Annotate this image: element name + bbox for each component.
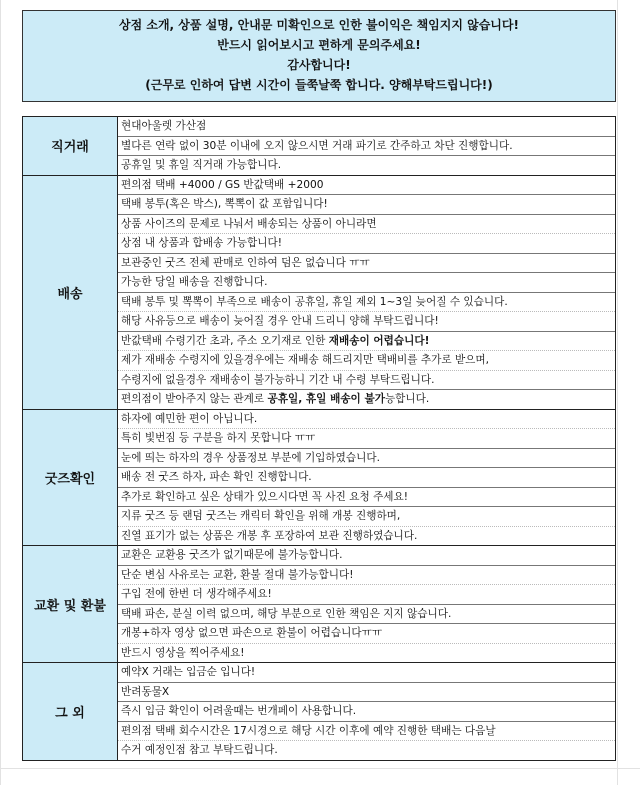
table-row: 보관중인 굿즈 전체 판매로 인하여 덤은 없습니다 ㅠㅠ [118, 253, 615, 273]
row-text: 능합니다. [384, 393, 430, 405]
section-shipping [23, 175, 615, 409]
notice-line-4: (근무로 인하여 답변 시간이 들쭉날쭉 합니다. 양해부탁드립니다!) [145, 78, 493, 92]
notice-line-1: 상점 소개, 상품 설명, 안내문 미확인으로 인한 불이익은 책임지지 않습니다! [119, 18, 519, 32]
notice-banner [22, 10, 616, 102]
table-row: 교환은 교환용 굿즈가 없기때문에 불가능합니다. [121, 549, 343, 561]
table-row: 수거 예정인점 참고 부탁드립니다. [118, 740, 615, 760]
table-row: 눈에 띄는 하자의 경우 상품정보 부분에 기입하였습니다. [118, 448, 615, 468]
table-row: 구입 전에 한번 더 생각해주세요! [118, 584, 615, 604]
section-label: 그 외 [23, 663, 118, 760]
table-row: 단순 변심 사유로는 교환, 환불 절대 불가능합니다! [118, 565, 615, 585]
section-goods-check [23, 409, 615, 546]
section-etc [23, 662, 615, 760]
section-label: 굿즈확인 [23, 410, 118, 546]
section-label: 배송 [23, 176, 118, 409]
row-text-bold: 재배송이 어렵습니다! [328, 334, 430, 347]
table-row: 하자에 예민한 편이 아닙니다. [121, 412, 258, 425]
notice-line-2: 반드시 읽어보시고 편하게 문의주세요! [217, 38, 421, 52]
table-row: 택배 봉투 및 뽁뽁이 부족으로 배송이 공휴일, 휴일 제외 1~3일 늦어질 수 있습니다. [118, 292, 615, 312]
table-row: 개봉+하자 영상 없으면 파손으로 환불이 어렵습니다ㅠㅠ [118, 623, 615, 643]
table-row: 제가 재배송 수령지에 있을경우에는 재배송 해드리지만 택배비를 추가로 받으며, [118, 350, 615, 370]
grid-line [0, 768, 640, 769]
table-row [118, 331, 615, 351]
info-sheet [22, 10, 616, 761]
table-row: 진열 표기가 없는 상품은 개봉 후 포장하여 보관 진행하였습니다. [118, 526, 615, 546]
table-row: 해당 사유등으로 배송이 늦어질 경우 안내 드리니 양해 부탁드립니다! [118, 311, 615, 331]
table-row: 택배 봉투(혹은 박스), 뽁뽁이 값 포함입니다! [118, 194, 615, 214]
row-text-bold: 공휴일, 휴일 배송이 불가 [267, 393, 385, 405]
policy-table [22, 116, 616, 761]
table-row: 추가로 확인하고 싶은 상태가 있으시다면 꼭 사진 요청 주세요! [118, 487, 615, 507]
table-row: 예약X 거래는 입금순 입니다! [121, 666, 256, 678]
row-text: 편의점이 받아주지 않는 관계로 [121, 393, 268, 405]
table-row [118, 389, 615, 409]
grid-line [0, 0, 1, 785]
row-text: 반값택배 수령기간 초과, 주소 오기재로 인한 [121, 334, 329, 347]
table-row: 현대아울렛 가산점 [121, 120, 207, 132]
table-row: 상점 내 상품과 합배송 가능합니다! [118, 233, 615, 253]
grid-line [617, 0, 618, 785]
table-row: 배송 전 굿즈 하자, 파손 확인 진행합니다. [118, 467, 615, 487]
section-direct-trade [23, 117, 615, 175]
section-label: 직거래 [23, 117, 118, 175]
table-row: 수령지에 없을경우 재배송이 불가능하니 기간 내 수령 부탁드립니다. [118, 370, 615, 390]
notice-line-3: 감사합니다! [287, 58, 351, 72]
table-row: 편의점 택배 +4000 / GS 반값택배 +2000 [121, 178, 324, 191]
table-row: 별다른 연락 없이 30분 이내에 오지 않으시면 거래 파기로 간주하고 차단 진행합니다. [118, 136, 615, 156]
section-exchange-refund [23, 545, 615, 662]
table-row: 택배 파손, 분실 이력 없으며, 해당 부분으로 인한 책임은 지지 않습니다. [118, 604, 615, 624]
table-row: 반려동물X [118, 682, 615, 702]
table-row: 편의점 택배 회수시간은 17시경으로 해당 시간 이후에 예약 진행한 택배는 다음날 [118, 721, 615, 741]
table-row: 가능한 당일 배송을 진행합니다. [118, 272, 615, 292]
table-row: 지류 굿즈 등 랜덤 굿즈는 캐릭터 확인을 위해 개봉 진행하며, [118, 506, 615, 526]
table-row: 즉시 입금 확인이 어려울때는 번개페이 사용합니다. [118, 701, 615, 721]
table-row: 공휴일 및 휴일 직거래 가능합니다. [118, 155, 615, 175]
table-row: 특히 빛번짐 등 구분을 하지 못합니다 ㅠㅠ [118, 428, 615, 448]
table-row: 반드시 영상을 찍어주세요! [118, 643, 615, 663]
section-label: 교환 및 환불 [23, 546, 118, 662]
table-row: 상품 사이즈의 문제로 나눠서 배송되는 상품이 아니라면 [118, 214, 615, 234]
